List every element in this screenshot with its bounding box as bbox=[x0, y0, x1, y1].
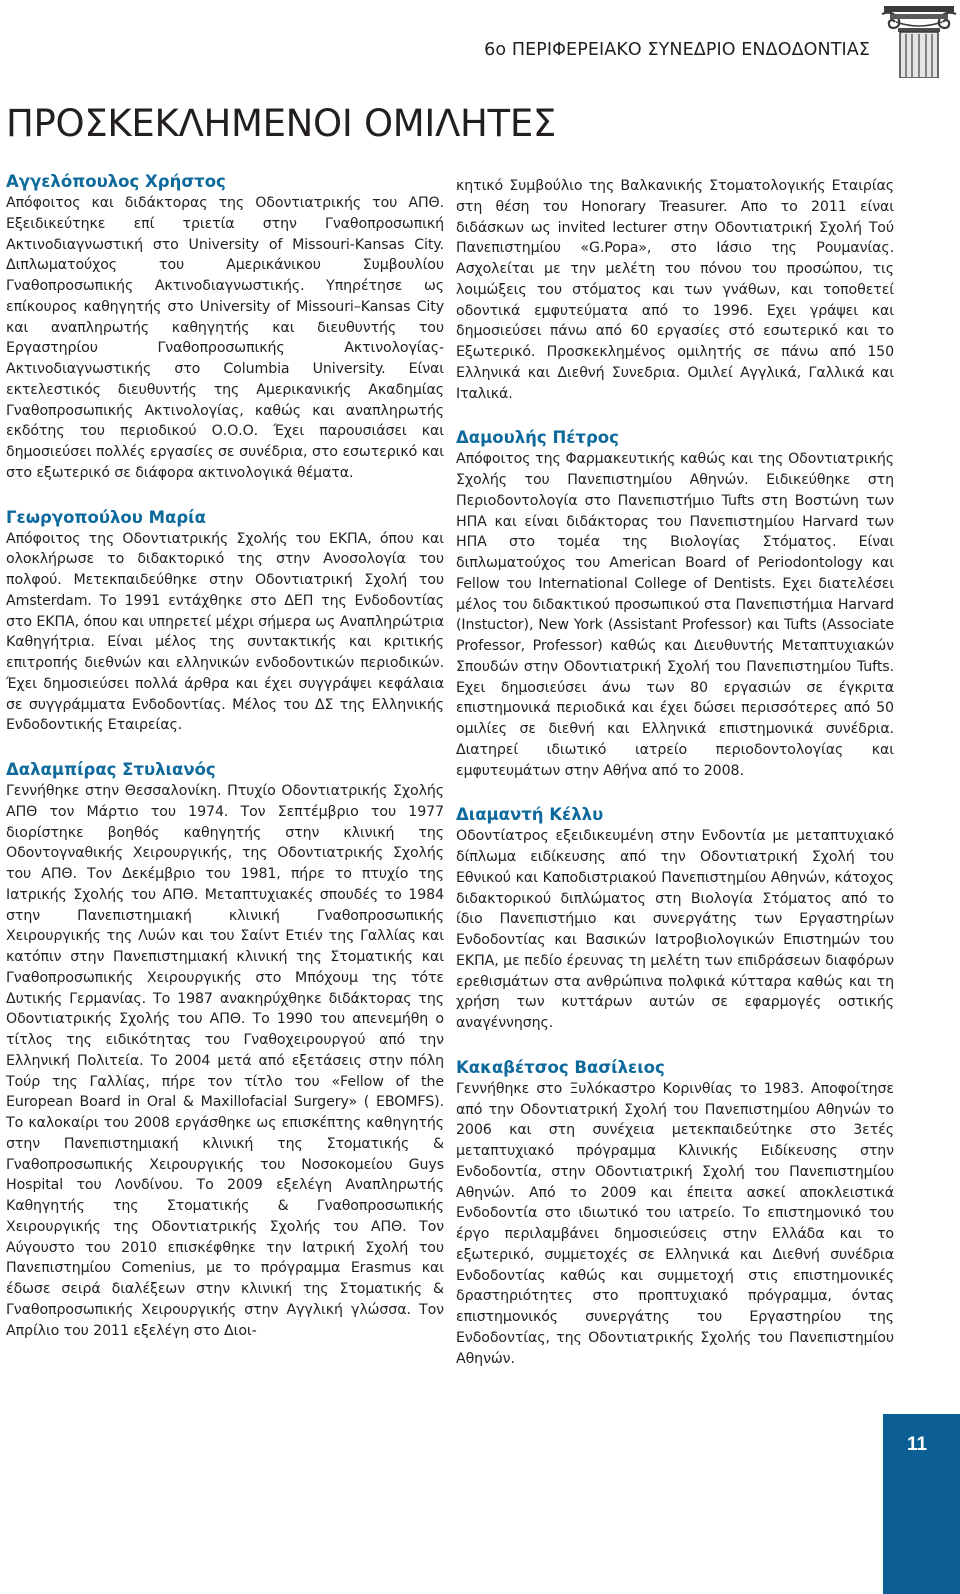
speaker-name: Δαλαμπίρας Στυλιανός bbox=[6, 760, 216, 779]
speaker-entry bbox=[6, 759, 444, 1341]
speaker-entry bbox=[6, 171, 444, 484]
speaker-name: Δαμουλής Πέτρος bbox=[456, 428, 619, 448]
speaker-entry bbox=[456, 804, 894, 1034]
speaker-bio: Απόφοιτος της Φαρμακευτικής καθώς και της Οδοντιατρικής Σχολής του Πανεπιστημίου Αθηνών. Ειδικεύθηκε στη Περιοδοντολογία στο Πανεπιστήμιο Tufts στη Βοστώνη των ΗΠΑ και είναι διδάκτορας του Πανεπιστημίου Harvard των ΗΠΑ στο τομέα της Βιολογίας Στόματος. Είναι διπλωματούχος του American Board of Periodontology και Fellow του International College of Dentists. Εχει διατελέσει μέλος του διδακτικού προσωπικού στα Πανεπιστήμια Harvard (Instuctor), New York (Assistant Professor) και Tufts (Associate Professor, Professor) καθώς και Διευθυντής Μεταπτυχιακών Σπουδών στην Οδοντιατρική Σχολή του Πανεπιστημίου Tufts. Εχει δημοσιεύσει άνω των 80 εργασιών σε έγκριτα επιστημονικά περιοδικά και έχει δώσει περισσότερες από 50 ομιλίες σε διεθνή και Ελληνικά επιστημονικά συνέδρια. Διατηρεί ιδιωτικό ιατρείο περιοδοντολογίας και εμφυτευμάτων στην Αθήνα από το 2008. bbox=[456, 451, 894, 779]
speaker-bio-continued: κητικό Συμβούλιο της Βαλκανικής Στοματολογικής Εταιρίας στη θέση του Honorary Treasurer. Απο το 2011 είναι διδάσκων ως invited lecturer στην Οδοντιατρική Σχολή Τού Πανεπιστημίου «G.Popa», στο Ιάσιο της Ρουμανίας. Ασχολείται με την μελέτη του πόνου του προσώπου, τις λοιμώξεις του στόματος και των γνάθων, και τοποθετεί οδοντικά εμφυτεύματα από το 1996. Εχει γράψει και δημοσιεύσει πάνω από 60 εργασίες στό εσωτερικό και το Εξωτερικό. Προσκεκλημένος ομιλητής σε πάνω από 150 Ελληνικά και Διεθνή Συνεδρια. Ομιλεί Αγγλικά, Γαλλικά και Ιταλικά. bbox=[456, 178, 894, 402]
page-number: 11 bbox=[906, 1434, 928, 1455]
speaker-bio: Απόφοιτος της Οδοντιατρικής Σχολής του ΕΚΠΑ, όπου και ολοκλήρωσε το διδακτορικό της στην Ανοσολογία του πολφού. Μετεκπαιδεύθηκε στην Οδοντιατρική Σχολή του Amsterdam. Το 1991 εντάχθηκε στο ΔΕΠ της Ενδοδοντίας στο ΕΚΠΑ, όπου και υπηρετεί μέχρι σήμερα ως Αναπληρώτρια Καθηγήτρια. Είναι μέλος της συντακτικής και κριτικής επιτροπής διεθνών και ελληνικών ενδοδοντικών περιοδικών. Έχει δημοσιεύσει πολλά άρθρα και έχει συγγράψει κεφάλαια σε συγγράμματα Ενδοδοντίας. Μέλος του ΔΣ της Ελληνικής Ενδοδοντικής Εταιρείας. bbox=[6, 530, 444, 734]
speaker-entry bbox=[456, 1057, 894, 1370]
speaker-name: Κακαβέτσος Βασίλειος bbox=[456, 1057, 665, 1077]
speaker-bio: Γεννήθηκε στην Θεσσαλονίκη. Πτυχίο Οδοντιατρικής Σχολής ΑΠΘ τον Μάρτιο του 1974. Τον Σεπτέμβριο του 1977 διορίστηκε βοηθός καθηγητής στην κλινική της Οδοντογναθικής Χειρουργικής, της Οδοντιατρικής Σχολής του ΑΠΘ. Τον Δεκέμβριο του 1981, πήρε το πτυχίο της Ιατρικής Σχολής του ΑΠΘ. Μεταπτυχιακές σπουδές το 1984 στην Πανεπιστημιακή κλινική Γναθοπροσωπικής Χειρουργικής της Λυών και του Σαίντ Ετιέν της Γαλλίας και κατόπιν στην Πανεπιστημιακή κλινική της Στοματικής και Γναθοπροσωπικής Χειρουργικής στο Μπόχουμ της τότε Δυτικής Γερμανίας. Το 1987 ανακηρύχθηκε διδάκτορας της Οδοντιατρικής Σχολής του ΑΠΘ. Το 1990 του απενεμήθη ο τίτλος της ειδικότητας του Γναθοχειρουργού από την Ελληνική Πολιτεία. Το 2004 μετά από εξετάσεις στην πόλη Τούρ της Γαλλίας, πήρε τον τίτλο του «Fellow of the European Board in Oral & Maxillofacial Surgery» ( EBOMFS). Το καλοκαίρι του 2008 εργάσθηκε ως επισκέπτης καθηγητής στην Πανεπιστημιακή κλινική της Στοματικής & Γναθοπροσωπικής Χειρουργικής του Νοσοκομείου Guys Hospital του Λονδίνου. Το 2009 εξελέγη Αναπληρωτής Καθηγητής της Στοματικής & Γναθοπροσωπικής Χειρουργικής της Οδοντιατρικής Σχολής του ΑΠΘ. Τον Αύγουστο του 2010 επισκέφθηκε την Ιατρική Σχολή του Πανεπιστημίου Comenius, με το πρόγραμμα Erasmus και έδωσε σειρά διαλέξεων στην κλινική της Στοματικής & Γναθοπροσωπικής Χειρουργικής στην Αγγλική γλώσσα. Τον Απρίλιο του 2011 εξελέγη στο Διοι- bbox=[6, 783, 444, 1339]
speaker-entry bbox=[456, 427, 894, 781]
page-number-tab bbox=[883, 1414, 960, 1594]
left-column bbox=[6, 171, 444, 1341]
speaker-bio: Γεννήθηκε στο Ξυλόκαστρο Κορινθίας το 1983. Αποφοίτησε από την Οδοντιατρική Σχολή του Πανεπιστημίου Αθηνών το 2006 και στη συνέχεια μετεκπαιδεύτηκε στο 3ετές μεταπτυχιακό πρόγραμμα Κλινικής Ειδίκευσης στην Ενδοδοντία, στην Οδοντιατρική Σχολή του Πανεπιστημίου Αθηνών. Από το 2009 και έπειτα ασκεί αποκλειστικά Ενδοδοντία στο ιδιωτικό του ιατρείο. Το επιστημονικό του έργο περιλαμβάνει δημοσιεύσεις στην Ελλάδα και το εξωτερικό, συμμετοχές σε Ελληνικά και Διεθνή συνέδρια Ενδοδοντίας καθώς και συμμετοχή στις επιστημονικές δραστηριότητες στο προπτυχιακό πρόγραμμα, όντας επιστημονικός συνεργάτης του Εργαστηρίου της Ενδοδοντίας, της Οδοντιατρικής Σχολής του Πανεπιστημίου Αθηνών. bbox=[456, 1080, 894, 1367]
speaker-bio: Απόφοιτος και διδάκτορας της Οδοντιατρικής του ΑΠΘ. Εξειδικεύτηκε επί τριετία στην Γναθοπροσωπική Ακτινοδιαγνωστική στο University of Missouri-Kansas City. Διπλωματούχος του Αμερικάνικου Συμβουλίου Γναθοπροσωπικής Ακτινοδιαγνωστικής. Υπηρέτησε ως επίκουρος καθηγητής στο University of Missouri–Kansas City και αναπληρωτής καθηγητής και διευθυντής του Εργαστηρίου Γναθοπροσωπικής Ακτινολογίας-Ακτινοδιαγνωστικής στο Columbia University. Είναι εκτελεστικός διευθυντής της Αμερικανικής Ακαδημίας Γναθοπροσωπικής Ακτινολογίας, καθώς και αναπληρωτής εκδότης του περιοδικού Ο.Ο.Ο. Έχει παρουσιάσει και δημοσιεύσει πολλές εργασίες σε συνέδρια, στο εσωτερικό και στο εξωτερικό σε διάφορα ακτινολογικά θέματα. bbox=[6, 195, 444, 481]
speaker-name: Γεωργοπούλου Μαρία bbox=[6, 507, 206, 527]
speaker-entry bbox=[6, 507, 444, 737]
right-column bbox=[456, 176, 894, 1369]
ionic-column-capital-icon bbox=[880, 2, 958, 78]
speaker-name: Αγγελόπουλος Χρήστος bbox=[6, 172, 226, 191]
speaker-name: Διαμαντή Κέλλυ bbox=[456, 805, 604, 825]
speaker-bio: Οδοντίατρος εξειδικευμένη στην Ενδοντία με μεταπτυχιακό δίπλωμα ειδίκευσης από την Οδοντιατρική Σχολή του Εθνικού και Καποδιστριακού Πανεπιστημίου Αθηνών, κάτοχος διδακτορικού διπλώματος στη Βιολογία Στόματος από το ίδιο Πανεπιστήμιο και συνεργάτης των Εργαστηρίων Ενδοδοντίας και Βασικών Ιατροβιολογικών Επιστημών του ΕΚΠΑ, με πεδίο έρευνας τη μελέτη των επιδράσεων διαφόρων ερεθισμάτων στα ανθρώπινα πολφικά κύτταρα καθώς και τη χρήση των κυττάρων αυτών σε εφαρμογές οστικής αναγέννησης. bbox=[456, 828, 894, 1031]
conference-title: 6ο ΠΕΡΙΦΕΡΕΙΑΚΟ ΣΥΝΕΔΡΙΟ ΕΝΔΟΔΟΝΤΙΑΣ bbox=[484, 40, 870, 60]
section-title: ΠΡΟΣΚΕΚΛΗΜΕΝΟΙ ΟΜΙΛΗΤΕΣ bbox=[6, 102, 556, 145]
